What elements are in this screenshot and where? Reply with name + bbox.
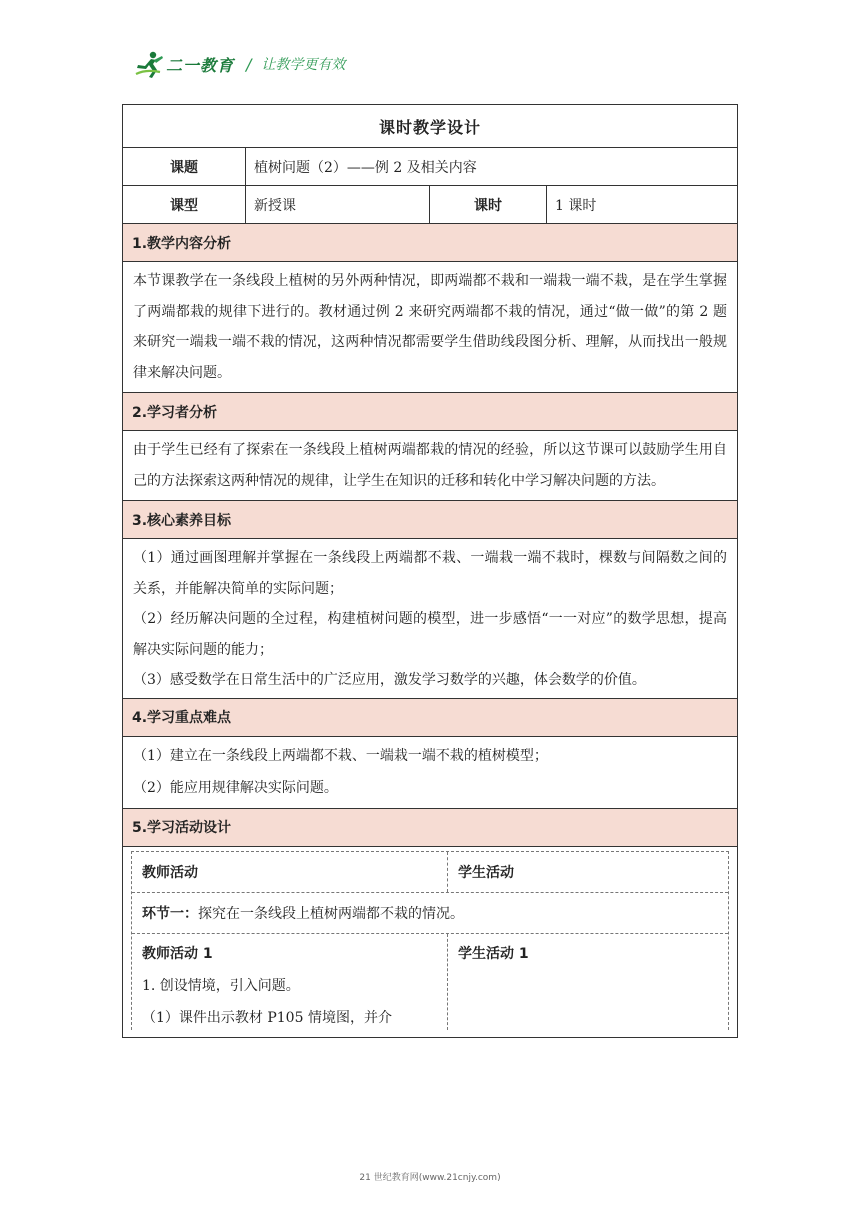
- logo: [134, 50, 234, 78]
- period-label: 课时: [429, 186, 546, 223]
- objective-item: （2）经历解决问题的全过程，构建植树问题的模型，进一步感悟“一一对应”的数学思想，提高解决实际问题的能力；: [133, 611, 727, 658]
- section-heading: 5.学习活动设计: [123, 809, 737, 847]
- section-heading: 4.学习重点难点: [123, 699, 737, 737]
- lesson-plan-table: [122, 104, 738, 1038]
- topic-value: 植树问题（2）——例 2 及相关内容: [245, 148, 737, 185]
- type-value: 新授课: [245, 186, 429, 223]
- teacher-activity-1: [132, 934, 447, 1030]
- activity-body-row: [132, 934, 728, 1030]
- header-separator: /: [246, 54, 252, 74]
- doc-title: 课时教学设计: [123, 105, 737, 148]
- slogan: 让教学更有效: [261, 57, 346, 73]
- type-label: 课型: [170, 197, 198, 214]
- objective-item: （3）感受数学在日常生活中的广泛应用，激发学习数学的兴趣，体会数学的价值。: [133, 672, 646, 688]
- runner-logo-icon: [134, 50, 164, 78]
- page-header: [134, 44, 345, 84]
- student-activity-1: [447, 934, 728, 1030]
- topic-row: [123, 148, 737, 186]
- topic-label: 课题: [170, 159, 198, 176]
- key-point-item: （1）建立在一条线段上两端都不栽、一端栽一端不栽的植树模型；: [133, 747, 548, 764]
- section-heading: 1.教学内容分析: [123, 224, 737, 262]
- section-heading: 3.核心素养目标: [123, 501, 737, 539]
- period-value: 1 课时: [546, 186, 737, 223]
- key-point-item: （2）能应用规律解决实际问题。: [133, 779, 338, 796]
- activity-table: [131, 851, 729, 1030]
- section-text: 本节课教学在一条线段上植树的另外两种情况，即两端都不栽和一端栽一端不栽，是在学生掌握了两端都栽的规律下进行的。教材通过例 2 来研究两端都不栽的情况，通过“做一做”的第 2 题来研究一端栽一端不栽的情况，这两种情况都需要学生借助线段图分析、理解，从而找出一般规律来解决问题。: [123, 262, 737, 393]
- stage-one: [132, 893, 728, 933]
- brand-name: 二一教育: [166, 55, 235, 75]
- student-activity-header: 学生活动: [447, 852, 728, 892]
- section-text: 由于学生已经有了探索在一条线段上植树两端都栽的情况的经验，所以这节课可以鼓励学生用自己的方法探索这两种情况的规律，让学生在知识的迁移和转化中学习解决问题的方法。: [123, 431, 737, 501]
- student-activity-1-title: 学生活动 1: [458, 945, 529, 962]
- stage-label: 环节一：: [142, 905, 198, 922]
- type-row: [123, 186, 737, 224]
- stage-text: 探究在一条线段上植树两端都不栽的情况。: [198, 905, 464, 922]
- objectives-list: [123, 539, 737, 699]
- teacher-activity-header: 教师活动: [142, 864, 198, 881]
- page-footer: 21 世纪教育网(www.21cnjy.com): [359, 1173, 501, 1183]
- objective-item: （1）通过画图理解并掌握在一条线段上两端都不栽、一端栽一端不栽时，棵数与间隔数之间的关系，并能解决简单的实际问题；: [133, 550, 727, 597]
- key-points-list: [123, 737, 737, 809]
- activity-header-row: [132, 852, 728, 893]
- teacher-activity-1-title: 教师活动 1: [142, 945, 213, 962]
- stage-row: [132, 893, 728, 934]
- activity-area: [123, 851, 737, 1037]
- teacher-activity-line: 1. 创设情境，引入问题。: [142, 977, 300, 994]
- section-heading: 2.学习者分析: [123, 393, 737, 431]
- teacher-activity-line: （1）课件出示教材 P105 情境图，并介: [142, 1009, 392, 1026]
